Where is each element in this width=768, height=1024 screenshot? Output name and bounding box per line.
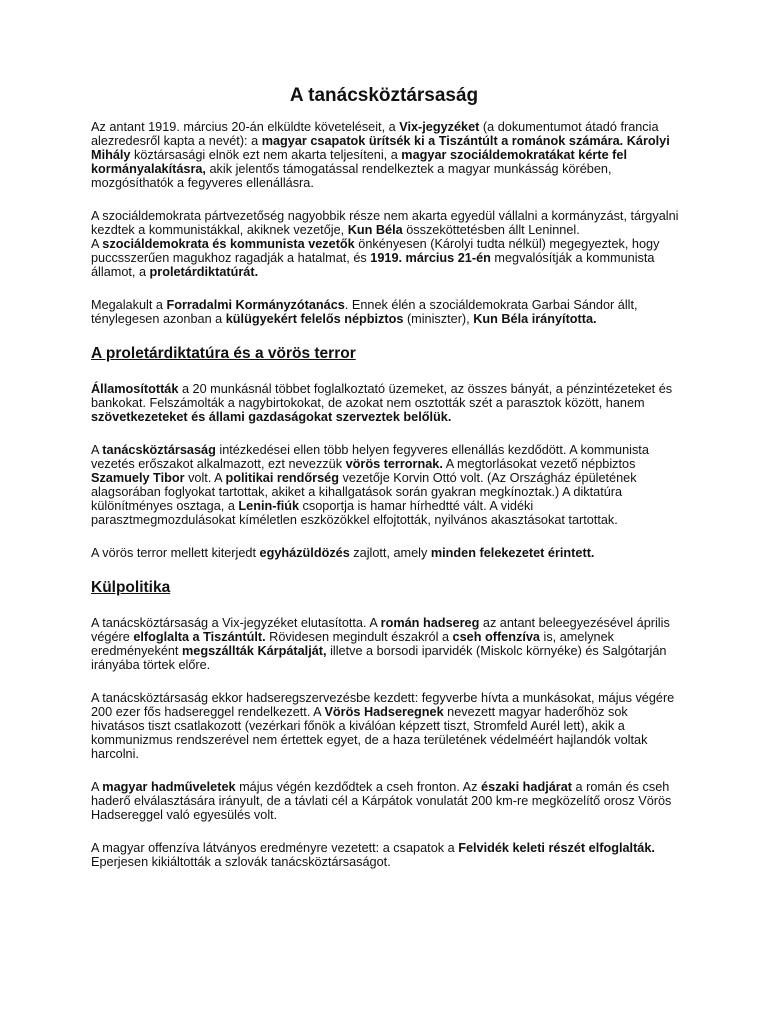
bold-text: tanácsköztársaság xyxy=(102,443,216,457)
bold-text: Felvidék keleti részét elfoglalták. xyxy=(458,841,655,855)
bold-text: Államosították xyxy=(91,382,179,396)
bold-text: magyar szociáldemokratákat kérte fel kormányalakításra, xyxy=(91,148,627,176)
text-run: A megtorlásokat vezető népbiztos xyxy=(442,457,636,471)
text-run: (miniszter), xyxy=(403,312,474,326)
text-run: Eperjesen kikiáltották a szlovák tanácsköztársaságot. xyxy=(91,855,391,869)
section-heading: Külpolitika xyxy=(91,579,171,596)
text-run: összeköttetésben állt Leninnel. xyxy=(402,223,580,237)
text-run: vezetője Korvin Ottó volt. (Az Országház épületének alagsorában foglyokat tartottak, akiket a kihallgatások során gyakran megkínoztak.) A diktatúra különítményes osztaga, a xyxy=(91,471,637,513)
bold-text: magyar csapatok ürítsék ki a Tiszántúlt a románok számára. xyxy=(261,134,624,148)
text-run: köztársasági elnök ezt nem akarta teljesíteni, a xyxy=(130,148,402,162)
document-body xyxy=(91,120,681,888)
text-run: nevezett magyar haderőhöz sok hivatásos tiszt csatlakozott (vezérkari főnök a kiválóan képzett tiszt, Stromfeld Aurél lett), akik a kommunizmus rendszerével nem értettek egyet, de a haza területének védelméért hajlandók voltak harcolni. xyxy=(91,705,648,761)
text-run: A tanácsköztársaság a Vix-jegyzéket elutasította. A xyxy=(91,616,381,630)
text-run: intézkedései ellen több helyen fegyveres ellenállás kezdődött. A kommunista vezetés erőszakot alkalmazott, ezt nevezzük xyxy=(91,443,649,471)
bold-text: proletárdiktatúrát. xyxy=(149,265,259,279)
paragraph xyxy=(91,616,681,672)
bold-text: magyar hadműveletek xyxy=(102,780,236,794)
text-run: volt. A xyxy=(184,471,226,485)
text-run: a román és cseh haderő elválasztására irányult, de a távlati cél a Kárpátok vonulatát 200 km-re megközelítő orosz Vörös Hadsereggel való egyesülés volt. xyxy=(91,780,672,822)
bold-text: külügyekért felelős népbiztos xyxy=(225,312,404,326)
bold-text: Lenin-fiúk xyxy=(238,499,300,513)
text-run: akik jelentős támogatással rendelkeztek a magyar munkásság körében, mozgósíthatók a fegyveres ellenállásra. xyxy=(91,162,612,190)
text-run: A xyxy=(91,780,103,794)
bold-text: Vörös Hadseregnek xyxy=(324,705,444,719)
bold-text: politikai rendőrség xyxy=(225,471,339,485)
text-run: önkényesen (Károlyi tudta nélkül) megegyeztek, hogy puccsszerűen magukhoz ragadják a hatalmat, és xyxy=(91,237,660,265)
bold-text: Kun Béla irányította. xyxy=(473,312,597,326)
bold-text: vörös terrornak. xyxy=(345,457,443,471)
bold-text: Forradalmi Kormányzótanács xyxy=(166,298,345,312)
text-run: A vörös terror mellett kiterjedt xyxy=(91,546,260,560)
paragraph xyxy=(91,780,681,822)
text-run: zajlott, amely xyxy=(349,546,431,560)
text-run: megvalósítják a kommunista államot, a xyxy=(91,251,655,279)
bold-text: román hadsereg xyxy=(380,616,480,630)
bold-text: Károlyi Mihály xyxy=(91,134,670,162)
section-heading: A proletárdiktatúra és a vörös terror xyxy=(91,345,356,362)
paragraph xyxy=(91,691,681,761)
bold-text: északi hadjárat xyxy=(481,780,572,794)
text-run: A xyxy=(91,443,103,457)
text-run: Megalakult a xyxy=(91,298,167,312)
paragraph xyxy=(91,298,681,326)
text-run: az antant beleegyezésével április végére xyxy=(91,616,670,644)
text-run: . Ennek élén a szociáldemokrata Garbai Sándor állt, ténylegesen azonban a xyxy=(91,298,638,326)
paragraph xyxy=(91,841,681,869)
bold-text: megszállták Kárpátalját, xyxy=(181,644,327,658)
text-run: A szociáldemokrata pártvezetőség nagyobbik része nem akarta egyedül vállalni a kormányzást, tárgyalni kezdtek a kommunistákkal, akiknek vezetője, xyxy=(91,209,679,237)
bold-text: szociáldemokrata és kommunista vezetők xyxy=(102,237,355,251)
text-run: is, amelynek eredményeként xyxy=(91,630,615,658)
bold-text: 1919. március 21-én xyxy=(370,251,491,265)
paragraph xyxy=(91,546,681,560)
document-title: A tanácsköztársaság xyxy=(289,85,479,106)
bold-text: szövetkezeteket és állami gazdaságokat szerveztek belőlük. xyxy=(91,410,452,424)
text-run: A xyxy=(91,237,103,251)
text-run: illetve a borsodi iparvidék (Miskolc környéke) és Salgótarján irányába törtek előre. xyxy=(91,644,667,672)
bold-text: elfoglalta a Tiszántúlt. xyxy=(133,630,266,644)
text-run: A tanácsköztársaság ekkor hadseregszervezésbe kezdett: fegyverbe hívta a munkásokat, május végére 200 ezer fős hadsereggel rendelkezett. A xyxy=(91,691,675,719)
paragraph xyxy=(91,209,681,279)
bold-text: Szamuely Tibor xyxy=(91,471,185,485)
bold-text: Kun Béla xyxy=(347,223,403,237)
bold-text: cseh offenzíva xyxy=(452,630,540,644)
bold-text: egyházüldözés xyxy=(259,546,350,560)
text-run: a 20 munkásnál többet foglalkoztató üzemeket, az összes bányát, a pénzintézeteket és bankokat. Felszámolták a nagybirtokokat, de azokat nem osztották szét a parasztok között, hanem xyxy=(91,382,673,410)
paragraph xyxy=(91,443,681,527)
text-run: május végén kezdődtek a cseh fronton. Az xyxy=(235,780,482,794)
paragraph xyxy=(91,120,681,190)
text-run: Az antant 1919. március 20-án elküldte követeléseit, a xyxy=(91,120,400,134)
text-run: csoportja is hamar hírhedtté vált. A vidéki parasztmegmozdulásokat kíméletlen eszközökkel elfojtották, nyilvános akasztásokat tartottak. xyxy=(91,499,618,527)
text-run: (a dokumentumot átadó francia alezredesről kapta a nevét): a xyxy=(91,120,659,148)
paragraph xyxy=(91,382,681,424)
bold-text: minden felekezetet érintett. xyxy=(430,546,595,560)
text-run: A magyar offenzíva látványos eredményre vezetett: a csapatok a xyxy=(91,841,459,855)
text-run: Rövidesen megindult északról a xyxy=(265,630,453,644)
bold-text: Vix-jegyzéket xyxy=(399,120,480,134)
